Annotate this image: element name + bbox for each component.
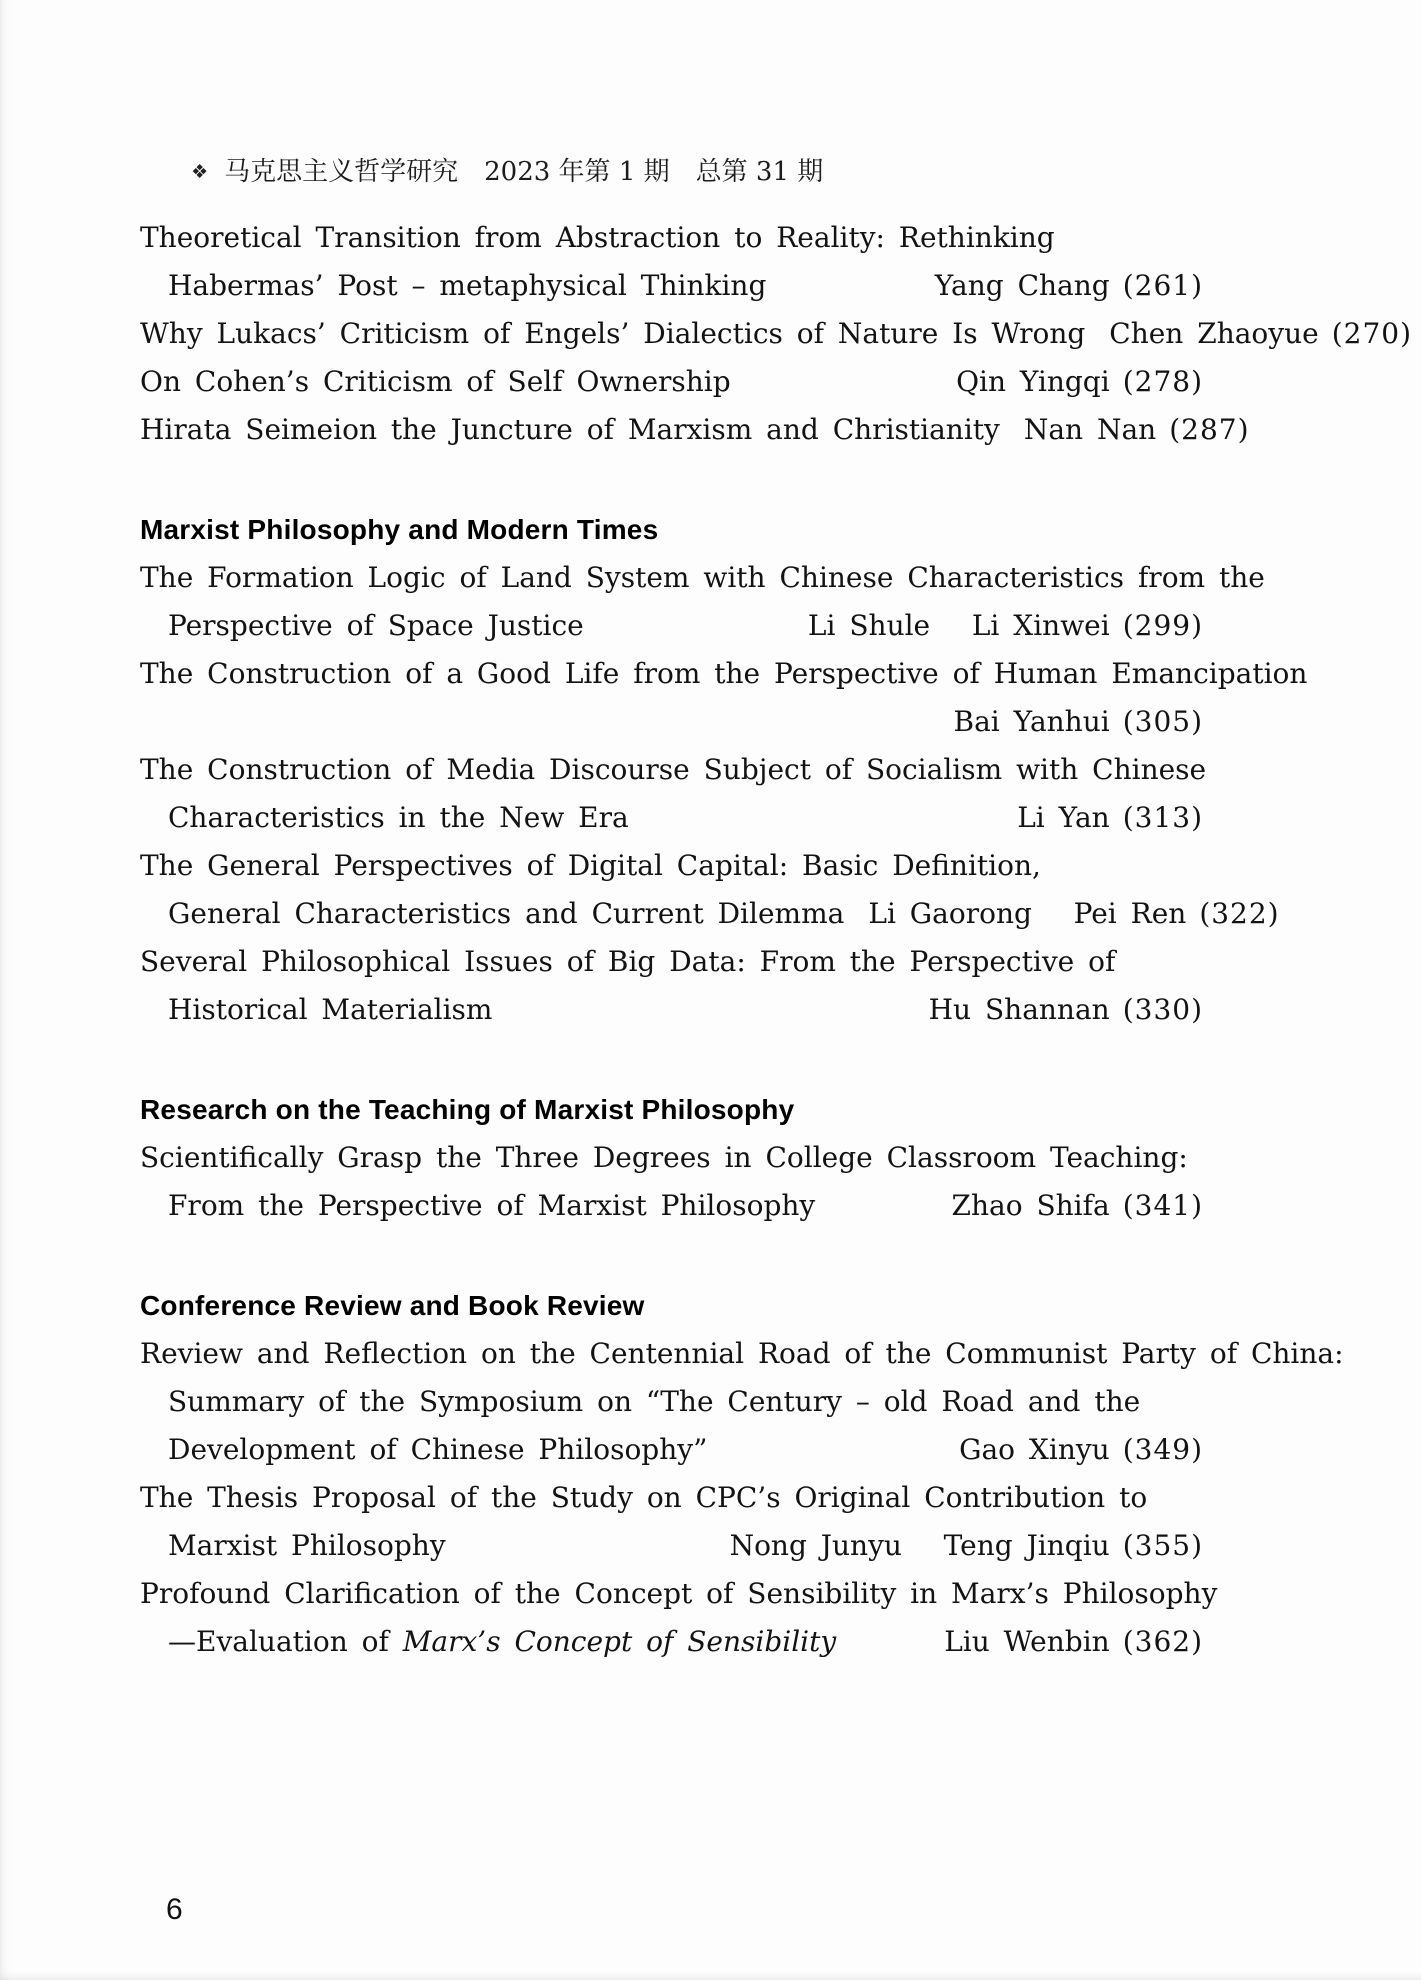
toc-entry-line bbox=[140, 1570, 1218, 1618]
entry-page-number: (313) bbox=[1122, 801, 1203, 834]
entry-title: The Thesis Proposal of the Study on CPC’s Original Contribution to bbox=[140, 1481, 1148, 1514]
section-heading: Conference Review and Book Review bbox=[140, 1290, 645, 1321]
entry-title: The Construction of Media Discourse Subject of Socialism with Chinese bbox=[140, 753, 1207, 786]
entry-ref bbox=[1000, 406, 1250, 454]
entry-page-number: (362) bbox=[1122, 1625, 1203, 1658]
entry-title: Why Lukacs’ Criticism of Engels’ Dialectics of Nature Is Wrong bbox=[140, 317, 1086, 350]
diamond-ornament-icon: ❖ bbox=[191, 161, 209, 183]
entry-authors: Nong Junyu Teng Jinqiu bbox=[729, 1529, 1110, 1562]
entry-page-number: (330) bbox=[1122, 993, 1203, 1026]
entry-authors: Li Yan bbox=[1017, 801, 1110, 834]
entry-page-number: (322) bbox=[1199, 897, 1280, 930]
toc-entry-line bbox=[140, 602, 1203, 650]
entry-title: Habermas’ Post – metaphysical Thinking bbox=[168, 269, 767, 302]
entry-ref bbox=[920, 1618, 1203, 1666]
entry-page-number: (278) bbox=[1122, 365, 1203, 398]
toc-entry-line bbox=[140, 986, 1203, 1034]
entry-title: Summary of the Symposium on “The Century – old Road and the bbox=[168, 1385, 1141, 1418]
toc-entry-line bbox=[140, 406, 1250, 454]
entry-title: Hirata Seimeion the Juncture of Marxism and Christianity bbox=[140, 413, 1000, 446]
toc-entry-line bbox=[140, 358, 1203, 406]
entry-page-number: (341) bbox=[1122, 1189, 1203, 1222]
entry-authors: Li Shule Li Xinwei bbox=[807, 609, 1110, 642]
entry-authors: Hu Shannan bbox=[928, 993, 1110, 1026]
entry-ref bbox=[784, 602, 1203, 650]
toc-entry-line bbox=[140, 1618, 1203, 1666]
toc-entry-line bbox=[140, 1426, 1203, 1474]
toc-entry-line bbox=[140, 262, 1203, 310]
entry-authors: Gao Xinyu bbox=[959, 1433, 1110, 1466]
entry-authors: Liu Wenbin bbox=[944, 1625, 1110, 1658]
toc-entry-line bbox=[140, 1330, 1344, 1378]
entry-authors: Li Gaorong Pei Ren bbox=[868, 897, 1187, 930]
entry-subtitle-book-title: Marx’s Concept of Sensibility bbox=[402, 1625, 837, 1658]
entry-ref bbox=[935, 1426, 1203, 1474]
entry-title: Marxist Philosophy bbox=[168, 1529, 446, 1562]
entry-ref bbox=[1085, 310, 1412, 358]
entry-ref bbox=[905, 986, 1203, 1034]
entry-page-number: (355) bbox=[1122, 1529, 1203, 1562]
entry-page-number: (261) bbox=[1122, 269, 1203, 302]
toc-entry-line bbox=[140, 746, 1207, 794]
toc-entry-line bbox=[140, 1378, 1203, 1426]
entry-authors: Bai Yanhui bbox=[953, 705, 1110, 738]
entry-title: Characteristics in the New Era bbox=[168, 801, 629, 834]
toc-entry-line bbox=[140, 1522, 1203, 1570]
toc-entry-line bbox=[140, 1474, 1203, 1522]
toc-entry-line bbox=[140, 310, 1412, 358]
toc-entry-line bbox=[140, 1134, 1203, 1182]
entry-authors: Yang Chang bbox=[934, 269, 1110, 302]
entry-authors: Nan Nan bbox=[1023, 413, 1157, 446]
entry-authors: Zhao Shifa bbox=[951, 1189, 1110, 1222]
toc-entry-line bbox=[140, 794, 1203, 842]
entry-title bbox=[140, 1618, 836, 1666]
page-number: 6 bbox=[166, 1893, 183, 1926]
entry-ref bbox=[844, 890, 1279, 938]
entry-page-number: (299) bbox=[1122, 609, 1203, 642]
entry-title: Historical Materialism bbox=[168, 993, 493, 1026]
toc-entry-line bbox=[140, 554, 1265, 602]
entry-title: Development of Chinese Philosophy” bbox=[168, 1433, 708, 1466]
journal-volume-info: 总第 31 期 bbox=[695, 157, 824, 187]
entry-title: The Formation Logic of Land System with Chinese Characteristics from the bbox=[140, 561, 1265, 594]
entry-page-number: (270) bbox=[1331, 317, 1412, 350]
entry-authors: Chen Zhaoyue bbox=[1109, 317, 1319, 350]
toc-entry-line bbox=[140, 1182, 1203, 1230]
entry-ref bbox=[930, 698, 1203, 746]
entry-ref bbox=[993, 794, 1203, 842]
entry-title: The General Perspectives of Digital Capital: Basic Definition, bbox=[140, 849, 1041, 882]
journal-issue-info: 2023 年第 1 期 bbox=[484, 157, 670, 187]
entry-ref bbox=[706, 1522, 1203, 1570]
table-of-contents bbox=[140, 214, 1412, 1666]
toc-entry-line bbox=[140, 842, 1203, 890]
toc-entry-line bbox=[140, 698, 1203, 746]
toc-entry-line bbox=[140, 938, 1203, 986]
entry-title: Review and Reflection on the Centennial Road of the Communist Party of China: bbox=[140, 1337, 1344, 1370]
entry-title: On Cohen’s Criticism of Self Ownership bbox=[140, 365, 731, 398]
section-heading: Marxist Philosophy and Modern Times bbox=[140, 514, 659, 545]
entry-title: Theoretical Transition from Abstraction to Reality: Rethinking bbox=[140, 221, 1055, 254]
entry-title: Profound Clarification of the Concept of Sensibility in Marx’s Philosophy bbox=[140, 1577, 1218, 1610]
journal-title-cn: 马克思主义哲学研究 bbox=[224, 157, 459, 187]
entry-title: The Construction of a Good Life from the Perspective of Human Emancipation bbox=[140, 657, 1308, 690]
entry-ref bbox=[911, 262, 1203, 310]
entry-title: Scientifically Grasp the Three Degrees in College Classroom Teaching: bbox=[140, 1141, 1188, 1174]
toc-entry-line bbox=[140, 214, 1203, 262]
entry-authors: Qin Yingqi bbox=[956, 365, 1110, 398]
toc-entry-line bbox=[140, 890, 1280, 938]
entry-title: Several Philosophical Issues of Big Data: From the Perspective of bbox=[140, 945, 1116, 978]
entry-title: Perspective of Space Justice bbox=[168, 609, 584, 642]
entry-page-number: (287) bbox=[1169, 413, 1250, 446]
section-heading: Research on the Teaching of Marxist Philosophy bbox=[140, 1094, 795, 1125]
entry-page-number: (349) bbox=[1122, 1433, 1203, 1466]
journal-header bbox=[158, 112, 824, 187]
entry-page-number: (305) bbox=[1122, 705, 1203, 738]
entry-ref bbox=[928, 1182, 1203, 1230]
entry-title: From the Perspective of Marxist Philosophy bbox=[168, 1189, 816, 1222]
entry-subtitle-prefix: —Evaluation of bbox=[168, 1625, 403, 1658]
toc-entry-line bbox=[140, 650, 1308, 698]
entry-ref bbox=[932, 358, 1203, 406]
entry-title: General Characteristics and Current Dilemma bbox=[168, 897, 845, 930]
